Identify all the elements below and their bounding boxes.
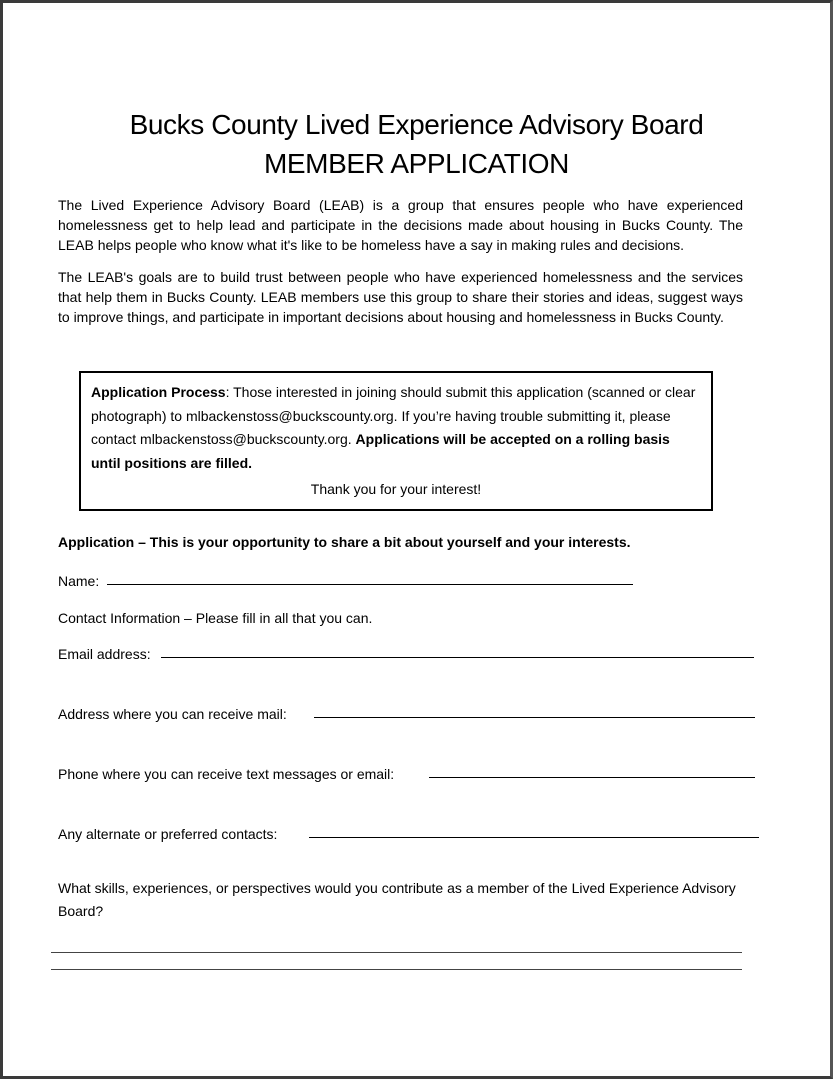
name-field[interactable] (107, 584, 633, 585)
application-heading: Application – This is your opportunity to share a bit about yourself and your interests. (58, 534, 631, 550)
application-process-box (79, 371, 713, 511)
alternate-contacts-field[interactable] (309, 837, 759, 838)
intro-paragraph-2: The LEAB's goals are to build trust between people who have experienced homelessness and the services that help them in Bucks County. LEAB members use this group to share their stories and ideas, suggest ways to improve things, and participate in important decisions about housing and homelessness in Bucks County. (58, 269, 743, 325)
phone-label: Phone where you can receive text messages or email: (58, 766, 395, 782)
document-title: Bucks County Lived Experience Advisory Board (129, 109, 704, 140)
email-field[interactable] (161, 657, 754, 658)
skills-answer-line-2[interactable] (51, 969, 742, 970)
alternate-contacts-label: Any alternate or preferred contacts: (58, 826, 278, 842)
mail-address-field[interactable] (314, 717, 755, 718)
process-label: Application Process (91, 384, 226, 400)
mail-address-label: Address where you can receive mail: (58, 706, 287, 722)
skills-question: What skills, experiences, or perspectives would you contribute as a member of the Lived Experience Advisory Board? (58, 880, 736, 919)
process-instructions: : Those interested in joining should submit this application (scanned or clear photograph) to mlbackenstoss@buckscounty.org. If you’re having trouble submitting it, please contact mlbackenstoss@buckscounty.org. (91, 384, 696, 447)
application-process-text (91, 381, 701, 475)
intro-paragraph-1: The Lived Experience Advisory Board (LEAB) is a group that ensures people who have experienced homelessness get to help lead and participate in the decisions made about housing in Bucks County. The LEAB helps people who know what it's like to be homeless have a say in making rules and decisions. (58, 197, 743, 253)
document-subtitle: MEMBER APPLICATION (263, 148, 569, 179)
contact-info-label: Contact Information – Please fill in all that you can. (58, 610, 373, 626)
phone-field[interactable] (429, 777, 755, 778)
email-label: Email address: (58, 646, 151, 662)
thank-you-text: Thank you for your interest! (310, 481, 482, 497)
process-rolling-basis: Applications will be accepted on a rolling basis until positions are filled. (91, 431, 670, 471)
name-label: Name: (58, 573, 100, 589)
skills-answer-line-1[interactable] (51, 952, 742, 953)
